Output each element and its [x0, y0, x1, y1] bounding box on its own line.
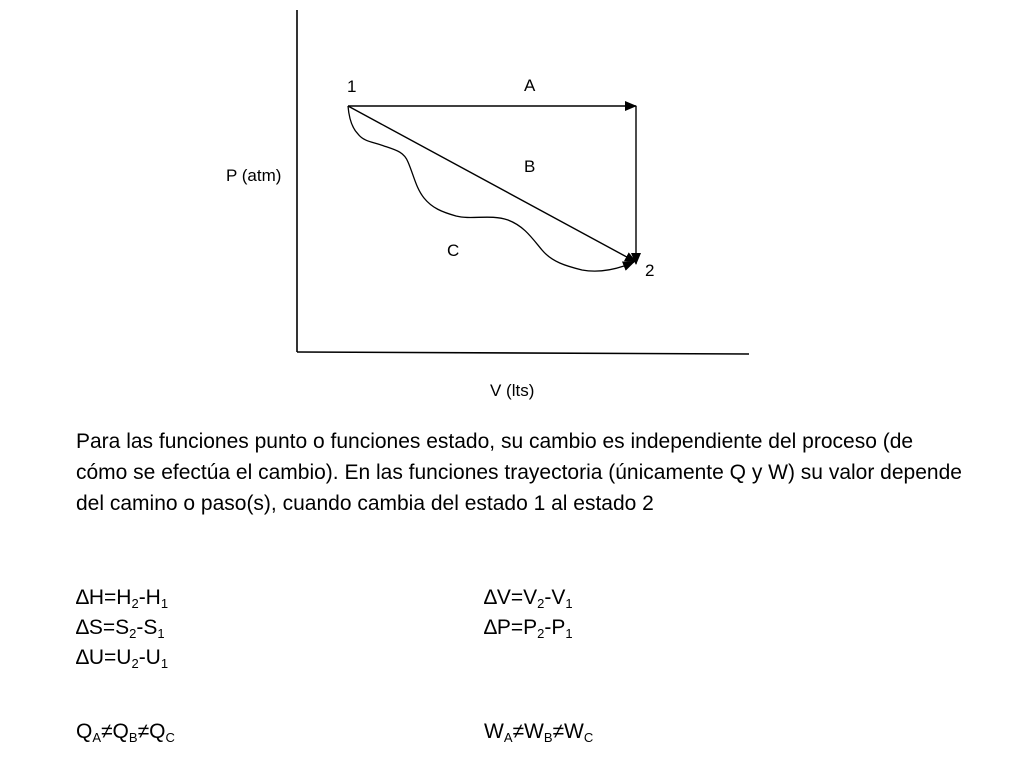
inequality-work: $W_A\ne W_B\ne W_C$ [484, 720, 594, 745]
x-axis-label: V (lts) [490, 381, 535, 400]
equation-delta-u: $\Delta U=U_2-U_1$ [76, 646, 169, 671]
path-a-label: A [524, 76, 536, 95]
point-2-label: 2 [645, 261, 655, 280]
y-axis-label: P (atm) [226, 166, 282, 185]
x-axis [297, 352, 749, 354]
equation-delta-s: $\Delta S=S_2-S_1$ [76, 616, 165, 641]
equation-delta-p: $\Delta P=P_2-P_1$ [484, 616, 573, 641]
path-b-label: B [524, 157, 536, 176]
path-c-curve [348, 106, 634, 271]
equation-delta-h: $\Delta H=H_2-H_1$ [76, 586, 169, 611]
equation-delta-v: $\Delta V=V_2-V_1$ [484, 586, 573, 611]
point-1-label: 1 [347, 77, 357, 96]
explanation-paragraph: Para las funciones punto o funciones estado, su cambio es independiente del proceso (de cómo se efectúa el cambio). En las funciones trayectoria (únicamente Q y W) su valor depende del camino o paso(s), cuando cambia del estado 1 al estado 2 [76, 430, 962, 515]
inequality-heat: $Q_A\ne Q_B\ne Q_C$ [76, 720, 175, 745]
path-c-label: C [447, 241, 460, 260]
path-b-diagonal-arrow [348, 106, 636, 262]
